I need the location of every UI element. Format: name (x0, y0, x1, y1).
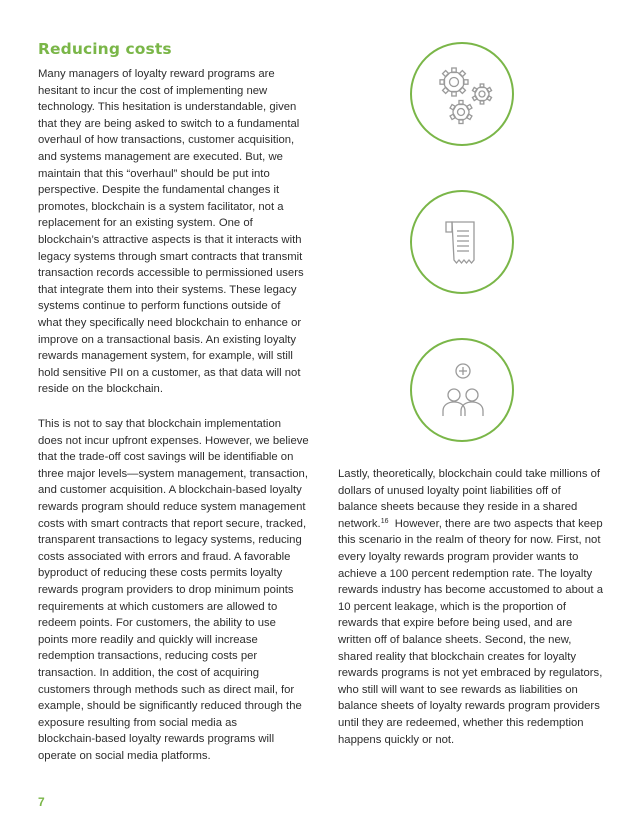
text-line: and customer acquisition. A blockchain-based loyalty (38, 484, 302, 497)
gears-icon (412, 44, 512, 144)
text-line: Many managers of loyalty reward programs are (38, 68, 275, 80)
text-line: balance sheets of loyalty rewards program providers (338, 700, 600, 713)
text-line: replacement for an existing system. One of (38, 217, 253, 230)
text-line: rewards industry has become accustomed to about a (338, 584, 603, 597)
text-line: this scenario in the realm of theory for now. First, not (338, 534, 601, 547)
text-line: until they are redeemed, whether this redemption (338, 716, 584, 729)
footnote-reference: 16 (380, 517, 389, 525)
text-line: happens quickly or not. (338, 733, 455, 746)
text-line: that they are being asked to switch to a fundamental (38, 117, 300, 130)
paragraph-cost-savings (38, 416, 309, 764)
text-line: balance sheets because they reside in a shared (338, 501, 578, 514)
text-line: exposure resulting from social media as (38, 716, 238, 729)
text-line: transaction records accessible to permissioned users (38, 267, 304, 280)
text-line: transparent transactions to legacy systems, reducing (38, 534, 302, 547)
text-line: that the trade-off cost savings will be identifiable on (38, 451, 294, 464)
paragraph-reducing-costs-intro (38, 66, 304, 398)
text-line: 10 percent leakage, which is the proportion of (338, 600, 566, 613)
text-line: This is not to say that blockchain implementation (38, 418, 282, 430)
text-line: hold sensitive PII on a customer, as that data will not (38, 366, 301, 379)
text-line: rewards program should reduce system management (38, 500, 306, 513)
text-line: every loyalty rewards program provider wants to (338, 550, 579, 563)
text-line: that integrate them into their systems. These legacy (38, 283, 297, 296)
receipt-icon (412, 192, 512, 292)
text-line: requirements at which customers are allowed to (38, 600, 278, 613)
page-number: 7 (38, 795, 45, 809)
text-line: redemption transactions, reducing costs per (38, 650, 258, 663)
text-line: reside on the blockchain. (38, 383, 163, 396)
text-line: what they specifically need blockchain to enhance or (38, 316, 302, 329)
text-line: points more readily and quickly will increase (38, 633, 258, 646)
section-heading: Reducing costs (38, 40, 172, 58)
text-line-with-footnote (338, 516, 603, 533)
paragraph-balance-sheets (338, 466, 603, 748)
text-line: achieve a 100 percent redemption rate. The loyalty (338, 567, 593, 580)
text-line: example, should be significantly reduced through the (38, 700, 302, 713)
text-line: promotes, blockchain is a system facilitator, not a (38, 200, 284, 213)
text-line: overhaul of how transactions, customer acquisition, (38, 134, 295, 147)
people-plus-icon-circle (410, 338, 514, 442)
text-line: blockchain’s attractive aspects is that it interacts with (38, 233, 302, 246)
text-line: redeem points. For customers, the ability to use (38, 617, 276, 630)
text-line: costs with smart contracts that report secure, tracked, (38, 517, 307, 530)
text-line: byproduct of reducing these costs permits loyalty (38, 567, 283, 580)
text-segment: network. (338, 517, 381, 530)
text-line: and systems management are executed. But, we (38, 150, 283, 163)
text-line: rewards program providers to drop minimum points (38, 583, 294, 596)
text-line: three major levels—system management, transaction, (38, 467, 308, 480)
text-line: dollars of unused loyalty point liabilities off of (338, 484, 561, 497)
people-plus-icon (412, 340, 512, 440)
text-line: operate on social media platforms. (38, 749, 211, 762)
text-segment: However, there are two aspects that keep (388, 517, 603, 530)
text-line: who still will want to see rewards as liabilities on (338, 683, 578, 696)
text-line: improve on a transactional basis. An existing loyalty (38, 333, 297, 346)
text-line: rewards management system, for example, will still (38, 350, 293, 363)
text-line: rewards that expire before being used, and are (338, 617, 573, 630)
text-line: rewards programs is not yet embraced by regulators, (338, 667, 603, 680)
text-line: written off of balance sheets. Second, the new, (338, 633, 572, 646)
text-line: maintain that this “overhaul” should be put into (38, 167, 270, 180)
receipt-icon-circle (410, 190, 514, 294)
text-line: does not incur upfront expenses. However, we believe (38, 434, 309, 447)
gears-icon-circle (410, 42, 514, 146)
text-line: shared reality that blockchain creates for loyalty (338, 650, 576, 663)
text-line: customers through methods such as direct mail, for (38, 683, 295, 696)
text-line: blockchain-based loyalty rewards programs will (38, 733, 275, 746)
text-line: legacy systems through smart contracts that transmit (38, 250, 303, 263)
text-line: hesitant to incur the cost of implementing new (38, 84, 268, 97)
text-line: Lastly, theoretically, blockchain could take millions of (338, 468, 601, 480)
text-line: transaction. In addition, the cost of acquiring (38, 666, 260, 679)
text-line: costs associated with errors and fraud. A favorable (38, 550, 291, 563)
text-line: technology. This hesitation is understandable, given (38, 101, 297, 114)
text-line: perspective. Despite the fundamental changes it (38, 184, 280, 197)
text-line: systems continue to perform functions outside of (38, 300, 281, 313)
